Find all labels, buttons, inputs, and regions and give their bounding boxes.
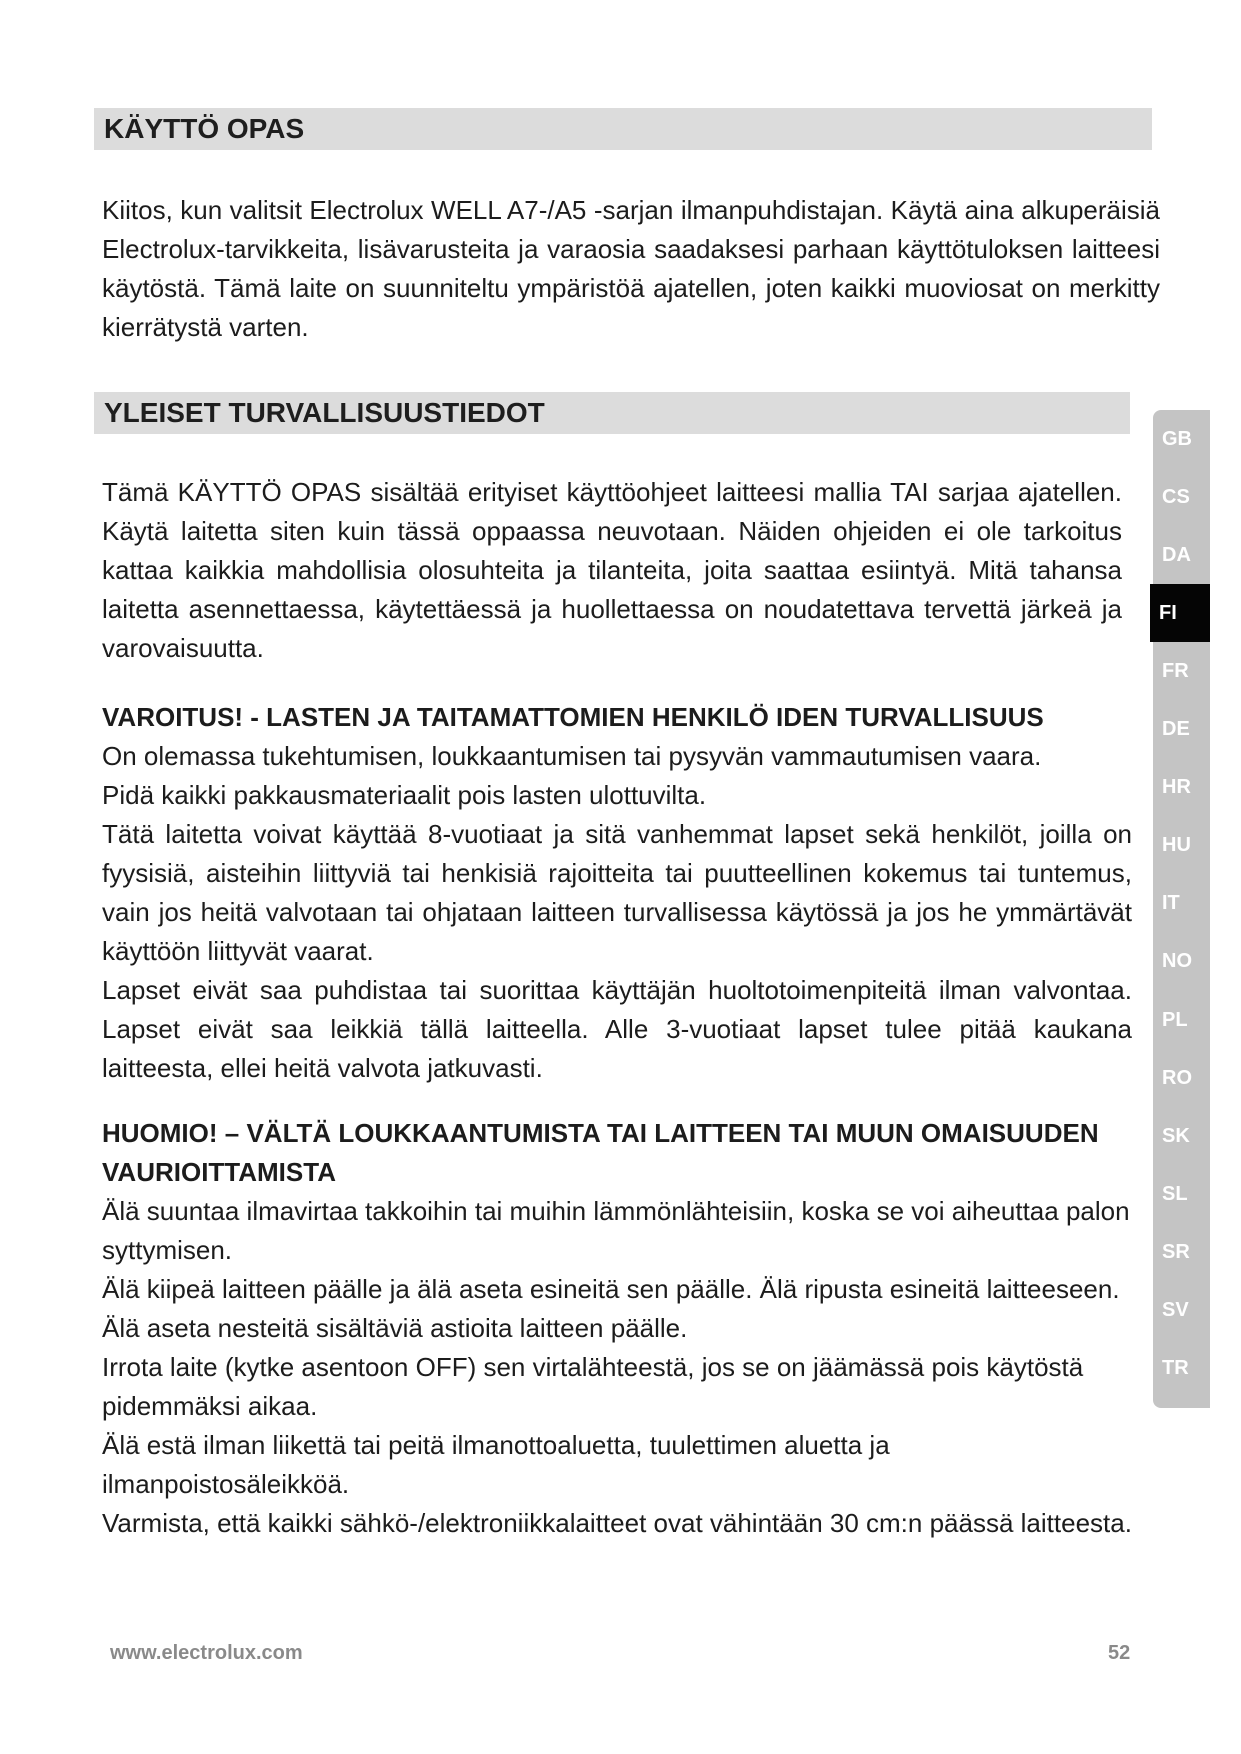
section-header-kayttoopas xyxy=(94,108,1152,150)
page-number: 52 xyxy=(1108,1642,1131,1664)
lang-tab-tr[interactable]: TR xyxy=(1162,1357,1189,1380)
section-title: KÄYTTÖ OPAS xyxy=(104,113,305,144)
caution-line: Älä estä ilman liikettä tai peitä ilmanottoaluetta, tuulettimen aluetta ja ilmanpoistosäleikköä. xyxy=(102,1430,890,1499)
lang-tab-fi[interactable]: FI xyxy=(1150,584,1210,642)
lang-tab-de[interactable]: DE xyxy=(1162,718,1190,740)
warning-heading: VAROITUS! - LASTEN JA TAITAMATTOMIEN HENKILÖ IDEN TURVALLISUUS xyxy=(102,702,1044,732)
lang-tab-gb[interactable]: GB xyxy=(1162,427,1192,450)
caution-line: Älä aseta nesteitä sisältäviä astioita laitteen päälle. xyxy=(102,1313,688,1343)
lang-tab-hr[interactable]: HR xyxy=(1162,776,1191,799)
warning-children-block xyxy=(102,698,1132,1088)
warning-line: On olemassa tukehtumisen, loukkaantumisen tai pysyvän vammautumisen vaara. xyxy=(102,741,1042,771)
warning-line: Lapset eivät saa puhdistaa tai suorittaa käyttäjän huoltotoimenpiteitä ilman valvontaa. Lapset eivät saa leikkiä tällä laitteella. Alle 3-vuotiaat lapset tulee pitää kaukana laitteesta, ellei heitä valvota jatkuvasti. xyxy=(102,975,1132,1083)
caution-line: Älä kiipeä laitteen päälle ja älä aseta esineitä sen päälle. Älä ripusta esineitä laitteeseen. xyxy=(102,1274,1120,1304)
caution-line: Varmista, että kaikki sähkö-/elektroniikkalaitteet ovat vähintään 30 cm:n päässä laitteesta. xyxy=(102,1508,1132,1538)
lang-tab-pl[interactable]: PL xyxy=(1162,1008,1188,1031)
lang-tab-sr[interactable]: SR xyxy=(1162,1240,1190,1263)
lang-tab-sk[interactable]: SK xyxy=(1162,1124,1190,1147)
lang-tab-sl[interactable]: SL xyxy=(1162,1182,1188,1205)
caution-line: Älä suuntaa ilmavirtaa takkoihin tai muihin lämmönlähteisiin, koska se voi aiheuttaa palon syttymisen. xyxy=(102,1196,1130,1265)
caution-line: Irrota laite (kytke asentoon OFF) sen virtalähteestä, jos se on jäämässä pois käytöstä pidemmäksi aikaa. xyxy=(102,1352,1084,1421)
language-tab-strip xyxy=(1153,410,1210,1408)
lang-tab-no[interactable]: NO xyxy=(1162,950,1192,973)
lang-tab-da[interactable]: DA xyxy=(1162,543,1191,566)
footer-url: www.electrolux.com xyxy=(110,1642,303,1664)
lang-tab-fr[interactable]: FR xyxy=(1162,659,1189,682)
caution-damage-block xyxy=(102,1114,1132,1543)
caution-heading: HUOMIO! – VÄLTÄ LOUKKAANTUMISTA TAI LAITTEEN TAI MUUN OMAISUUDEN VAURIOITTAMISTA xyxy=(102,1118,1099,1187)
safety-intro-paragraph: Tämä KÄYTTÖ OPAS sisältää erityiset käyttöohjeet laitteesi mallia TAI sarjaa ajatellen. Käytä laitetta siten kuin tässä oppaassa neuvotaan. Näiden ohjeiden ei ole tarkoitus kattaa kaikkia mahdollisia olosuhteita ja tilanteita, joita saattaa esiintyä. Mitä tahansa laitetta asennettaessa, käytettäessä ja huollettaessa on noudatettava tervettä järkeä ja varovaisuutta. xyxy=(102,477,1122,663)
section-header-safety xyxy=(94,392,1130,434)
lang-tab-it[interactable]: IT xyxy=(1162,892,1180,915)
lang-tab-cs[interactable]: CS xyxy=(1162,485,1190,508)
warning-line: Pidä kaikki pakkausmateriaalit pois lasten ulottuvilta. xyxy=(102,780,707,810)
lang-tab-hu[interactable]: HU xyxy=(1162,834,1191,857)
intro-paragraph: Kiitos, kun valitsit Electrolux WELL A7-/A5 -sarjan ilmanpuhdistajan. Käytä aina alkuperäisiä Electrolux-tarvikkeita, lisävarusteita ja varaosia saadaksesi parhaan käyttötuloksen laitteesi käytöstä. Tämä laite on suunniteltu ympäristöä ajatellen, joten kaikki muoviosat on merkitty kierrätystä varten. xyxy=(102,195,1160,342)
lang-tab-sv[interactable]: SV xyxy=(1162,1299,1189,1321)
section-title: YLEISET TURVALLISUUSTIEDOT xyxy=(104,397,545,428)
warning-line: Tätä laitetta voivat käyttää 8-vuotiaat ja sitä vanhemmat lapset sekä henkilöt, joilla on fyysisiä, aisteihin liittyviä tai henkisiä rajoitteita tai puutteellinen kokemus tai tuntemus, vain jos heitä valvotaan tai ohjataan laitteen turvallisessa käytössä ja jos he ymmärtävät käyttöön liittyvät vaarat. xyxy=(102,819,1132,966)
lang-tab-ro[interactable]: RO xyxy=(1162,1066,1192,1089)
